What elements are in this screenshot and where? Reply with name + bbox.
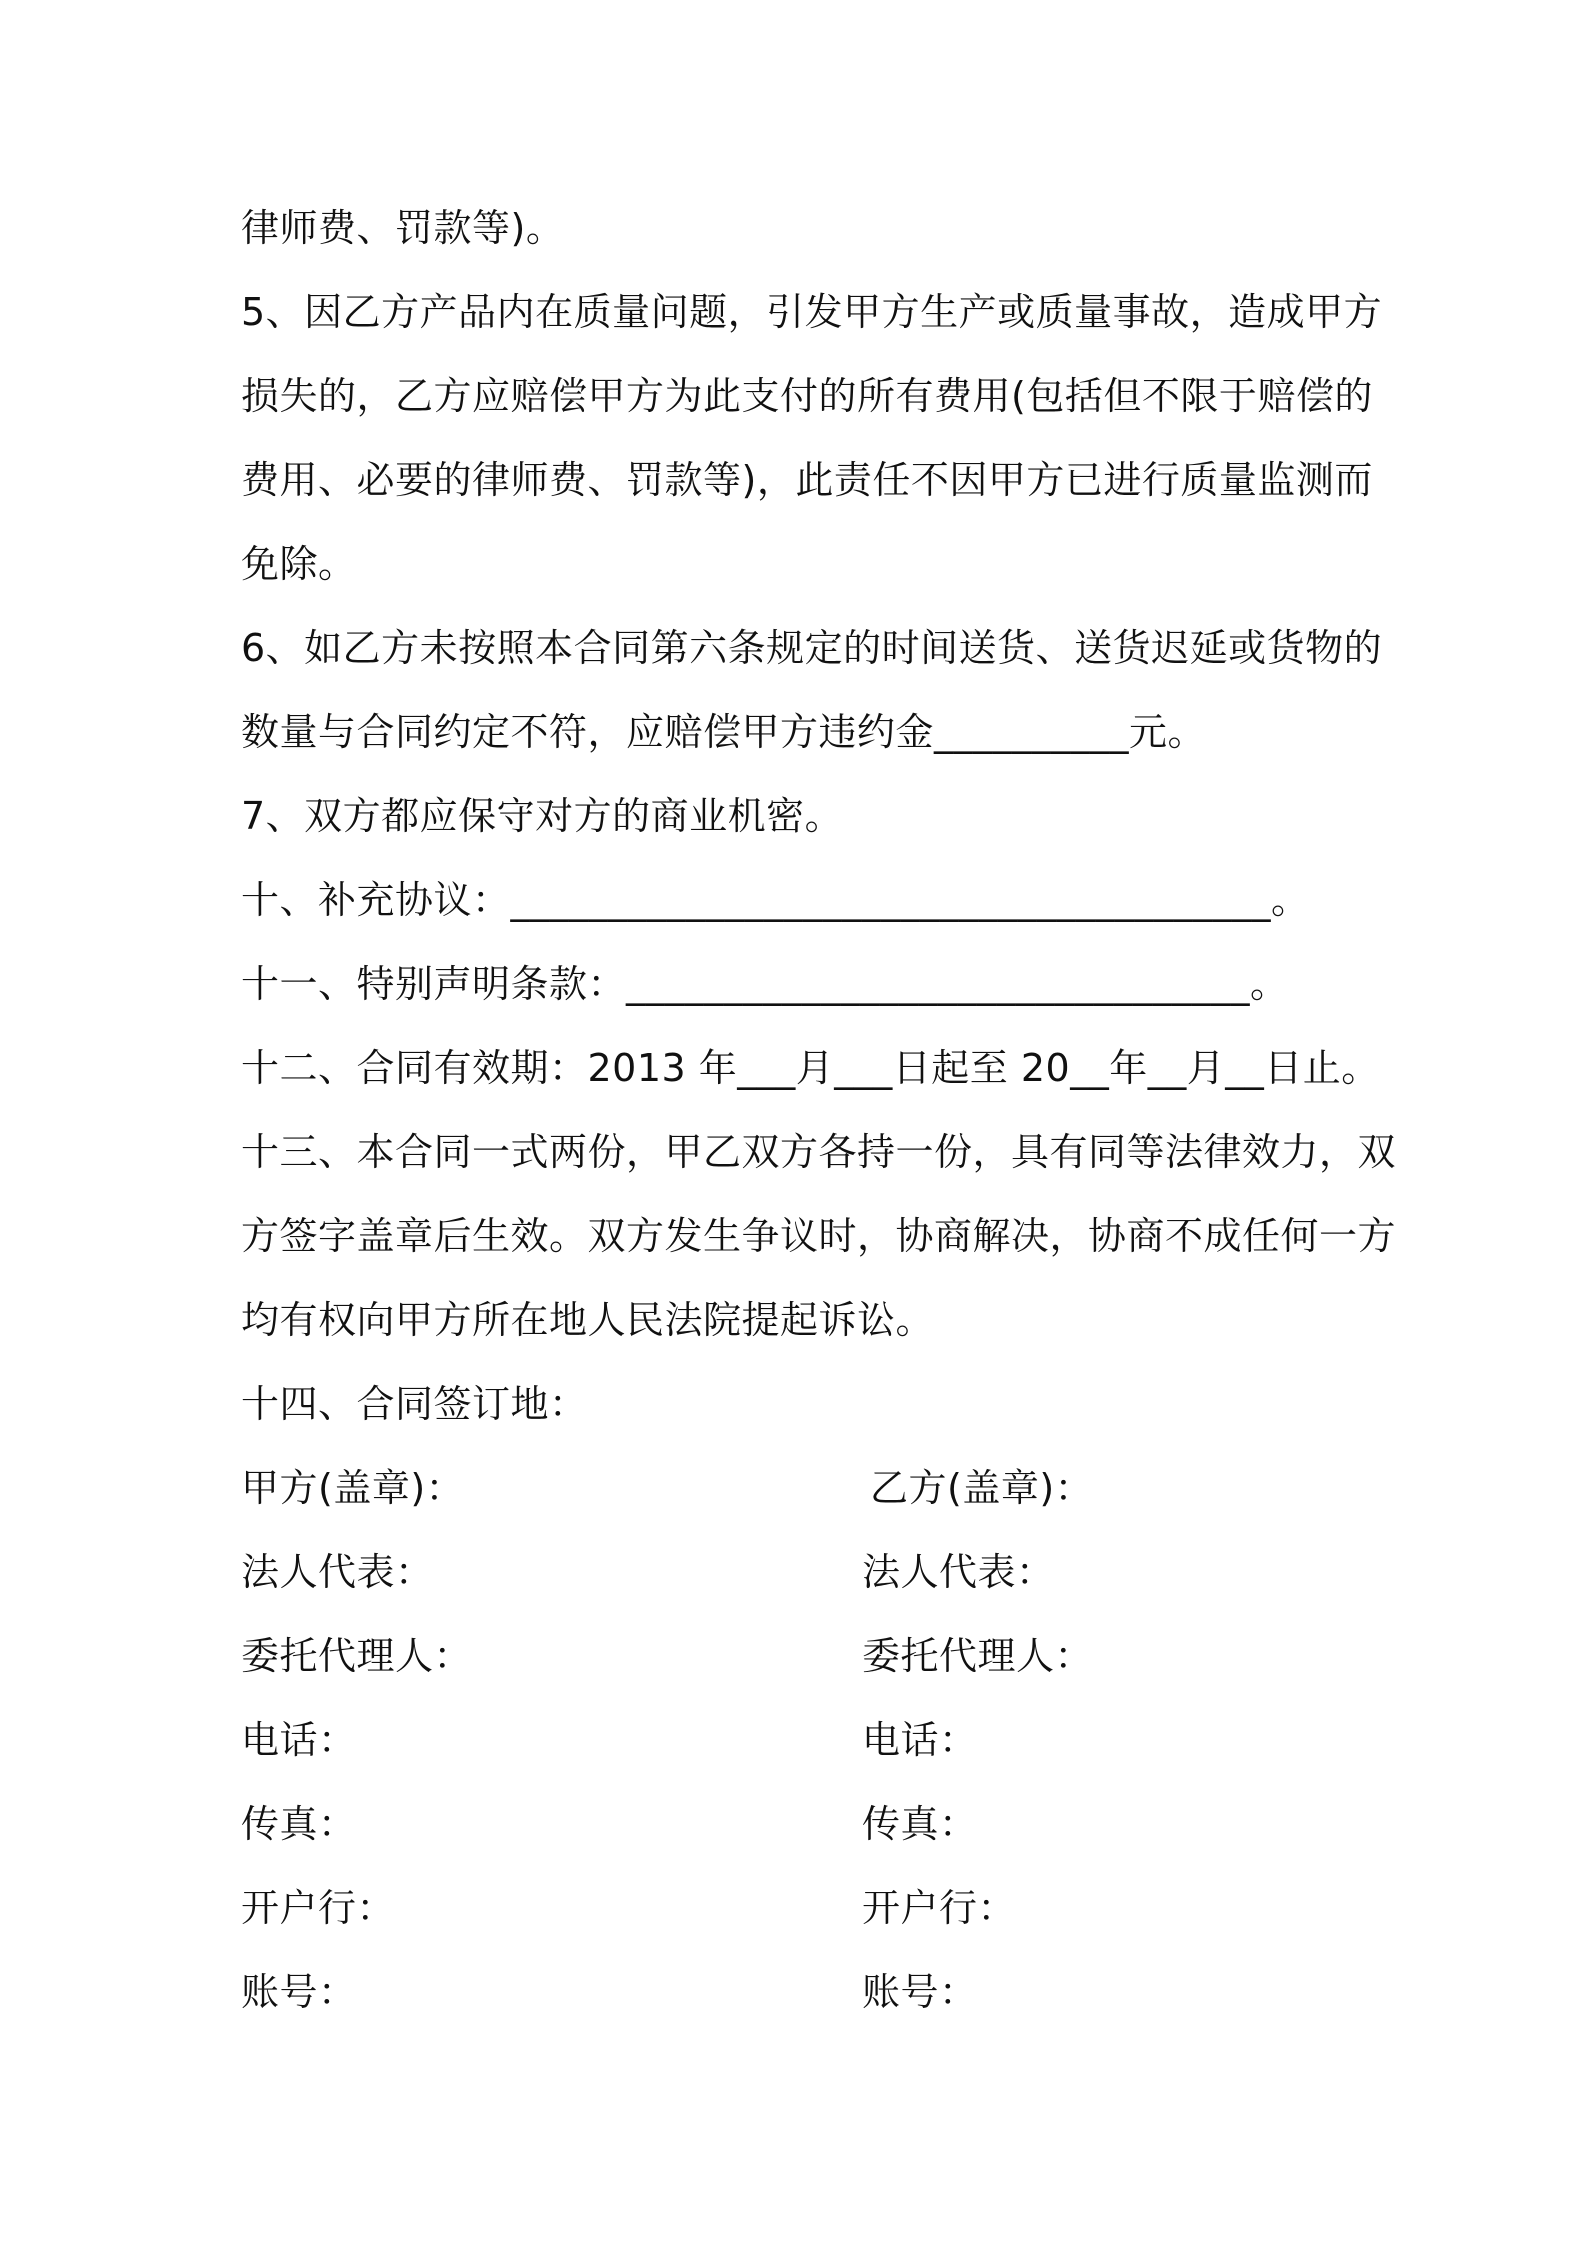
clause-signing-place: 十四、合同签订地： xyxy=(241,1382,588,1426)
party-b-phone-label: 电话： xyxy=(862,1718,978,1762)
paragraph-line: 律师费、罚款等)。 xyxy=(241,206,565,250)
party-a-seal-label: 甲方(盖章)： xyxy=(241,1466,465,1510)
paragraph-line: 5、因乙方产品内在质量问题，引发甲方生产或质量事故，造成甲方 xyxy=(241,290,1383,334)
paragraph-line: 方签字盖章后生效。双方发生争议时，协商解决，协商不成任何一方 xyxy=(241,1214,1397,1258)
party-b-fax-label: 传真： xyxy=(862,1802,978,1846)
party-a-fax-label: 传真： xyxy=(241,1802,357,1846)
party-a-agent-label: 委托代理人： xyxy=(241,1634,473,1678)
paragraph-line: 免除。 xyxy=(241,542,357,586)
paragraph-line: 7、双方都应保守对方的商业机密。 xyxy=(241,794,844,838)
clause-validity-period: 十二、合同有效期：2013 年___月___日起至 20__年__月__日止。 xyxy=(241,1046,1380,1090)
party-b-seal-label: 乙方(盖章)： xyxy=(870,1466,1094,1510)
party-b-agent-label: 委托代理人： xyxy=(862,1634,1094,1678)
party-b-legal-rep-label: 法人代表： xyxy=(862,1550,1055,1594)
paragraph-line: 数量与合同约定不符，应赔偿甲方违约金__________元。 xyxy=(241,710,1207,754)
party-b-account-label: 账号： xyxy=(862,1970,978,2014)
party-a-legal-rep-label: 法人代表： xyxy=(241,1550,434,1594)
paragraph-line: 费用、必要的律师费、罚款等)，此责任不因甲方已进行质量监测而 xyxy=(241,458,1373,502)
clause-supplementary-agreement: 十、补充协议：_______________________________________。 xyxy=(241,878,1310,922)
clause-special-statement: 十一、特别声明条款：________________________________。 xyxy=(241,962,1289,1006)
party-a-account-label: 账号： xyxy=(241,1970,357,2014)
paragraph-line: 均有权向甲方所在地人民法院提起诉讼。 xyxy=(241,1298,935,1342)
paragraph-line: 损失的，乙方应赔偿甲方为此支付的所有费用(包括但不限于赔偿的 xyxy=(241,374,1373,418)
paragraph-line: 6、如乙方未按照本合同第六条规定的时间送货、送货迟延或货物的 xyxy=(241,626,1383,670)
party-a-bank-label: 开户行： xyxy=(241,1886,396,1930)
party-b-bank-label: 开户行： xyxy=(862,1886,1017,1930)
party-a-phone-label: 电话： xyxy=(241,1718,357,1762)
paragraph-line: 十三、本合同一式两份，甲乙双方各持一份，具有同等法律效力，双 xyxy=(241,1130,1397,1174)
